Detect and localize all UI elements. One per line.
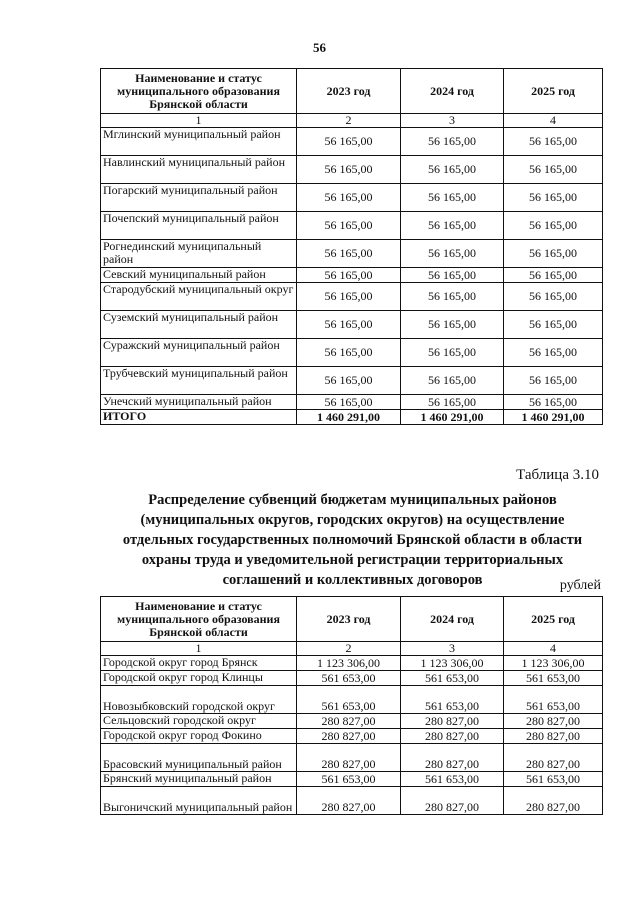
value-2024: 561 653,00 [401, 686, 504, 714]
unit-label: рублей [559, 578, 601, 593]
value-2025: 561 653,00 [504, 772, 603, 787]
value-2025: 280 827,00 [504, 729, 603, 744]
municipality-name: Почепский муниципальный район [101, 212, 297, 240]
municipality-name: Брасовский муниципальный район [101, 744, 297, 772]
value-2023: 280 827,00 [297, 714, 401, 729]
value-2023: 561 653,00 [297, 686, 401, 714]
table-row [101, 729, 603, 744]
total-2023: 1 460 291,00 [297, 410, 401, 425]
municipality-name: Новозыбковский городской округ [101, 686, 297, 714]
value-2024: 280 827,00 [401, 787, 504, 815]
value-2025: 280 827,00 [504, 787, 603, 815]
total-row [101, 410, 603, 425]
municipality-name: Суземский муниципальный район [101, 311, 297, 339]
table-title-line: (муниципальных округов, городских округов) на осуществление [140, 512, 565, 528]
value-2023: 56 165,00 [297, 367, 401, 395]
value-2025: 56 165,00 [504, 268, 603, 283]
table-row [101, 268, 603, 283]
header-2024: 2024 год [401, 69, 504, 114]
municipality-name: Стародубский муниципальный округ [101, 283, 297, 311]
table-row [101, 744, 603, 772]
municipality-name: Городской округ город Брянск [101, 656, 297, 671]
column-number: 3 [401, 642, 504, 656]
value-2024: 56 165,00 [401, 268, 504, 283]
column-number: 4 [504, 114, 603, 128]
table-row [101, 395, 603, 410]
value-2025: 280 827,00 [504, 714, 603, 729]
value-2023: 561 653,00 [297, 772, 401, 787]
municipality-name: Рогнединский муниципальный район [101, 240, 297, 268]
table-title-line: соглашений и коллективных договоров [222, 572, 483, 588]
value-2025: 56 165,00 [504, 156, 603, 184]
table-row [101, 128, 603, 156]
value-2025: 56 165,00 [504, 283, 603, 311]
value-2023: 56 165,00 [297, 395, 401, 410]
header-2023: 2023 год [297, 69, 401, 114]
value-2024: 56 165,00 [401, 311, 504, 339]
header-2023: 2023 год [297, 597, 401, 642]
value-2025: 561 653,00 [504, 686, 603, 714]
value-2024: 280 827,00 [401, 744, 504, 772]
table-row [101, 156, 603, 184]
value-2023: 280 827,00 [297, 787, 401, 815]
header-municipality: Наименование и статус муниципального образования Брянской области [101, 597, 297, 642]
value-2023: 56 165,00 [297, 212, 401, 240]
total-2025: 1 460 291,00 [504, 410, 603, 425]
municipality-name: Навлинский муниципальный район [101, 156, 297, 184]
subsidy-table-1 [100, 68, 603, 425]
value-2025: 561 653,00 [504, 671, 603, 686]
value-2023: 56 165,00 [297, 156, 401, 184]
value-2023: 280 827,00 [297, 729, 401, 744]
municipality-name: Выгоничский муниципальный район [101, 787, 297, 815]
municipality-name: Севский муниципальный район [101, 268, 297, 283]
value-2024: 56 165,00 [401, 367, 504, 395]
table-header-row [101, 69, 603, 114]
table-row [101, 240, 603, 268]
municipality-name: Брянский муниципальный район [101, 772, 297, 787]
value-2024: 561 653,00 [401, 772, 504, 787]
value-2023: 56 165,00 [297, 311, 401, 339]
header-2025: 2025 год [504, 597, 603, 642]
value-2023: 56 165,00 [297, 184, 401, 212]
table-row [101, 184, 603, 212]
municipality-name: Мглинский муниципальный район [101, 128, 297, 156]
subsidy-table-2 [100, 596, 603, 815]
total-label: ИТОГО [101, 410, 297, 425]
value-2024: 56 165,00 [401, 212, 504, 240]
value-2023: 561 653,00 [297, 671, 401, 686]
value-2024: 1 123 306,00 [401, 656, 504, 671]
column-number: 4 [504, 642, 603, 656]
value-2023: 1 123 306,00 [297, 656, 401, 671]
value-2025: 56 165,00 [504, 128, 603, 156]
table-row [101, 714, 603, 729]
value-2025: 56 165,00 [504, 395, 603, 410]
column-number-row [101, 642, 603, 656]
value-2024: 561 653,00 [401, 671, 504, 686]
table-row [101, 656, 603, 671]
value-2024: 56 165,00 [401, 395, 504, 410]
municipality-name: Городской округ город Фокино [101, 729, 297, 744]
municipality-name: Суражский муниципальный район [101, 339, 297, 367]
municipality-name: Трубчевский муниципальный район [101, 367, 297, 395]
column-number-row [101, 114, 603, 128]
table-header-row [101, 597, 603, 642]
value-2025: 56 165,00 [504, 184, 603, 212]
value-2024: 56 165,00 [401, 283, 504, 311]
value-2023: 56 165,00 [297, 283, 401, 311]
table-row [101, 311, 603, 339]
column-number: 1 [101, 642, 297, 656]
page-number: 56 [313, 40, 326, 55]
value-2025: 56 165,00 [504, 212, 603, 240]
table-row [101, 671, 603, 686]
value-2024: 56 165,00 [401, 184, 504, 212]
column-number: 2 [297, 114, 401, 128]
table-row [101, 787, 603, 815]
value-2024: 56 165,00 [401, 156, 504, 184]
header-2024: 2024 год [401, 597, 504, 642]
table-row [101, 283, 603, 311]
header-2025: 2025 год [504, 69, 603, 114]
value-2023: 56 165,00 [297, 128, 401, 156]
value-2025: 56 165,00 [504, 311, 603, 339]
municipality-name: Городской округ город Клинцы [101, 671, 297, 686]
value-2024: 56 165,00 [401, 240, 504, 268]
value-2024: 280 827,00 [401, 714, 504, 729]
value-2025: 1 123 306,00 [504, 656, 603, 671]
value-2024: 280 827,00 [401, 729, 504, 744]
value-2025: 56 165,00 [504, 367, 603, 395]
table-row [101, 212, 603, 240]
value-2025: 280 827,00 [504, 744, 603, 772]
municipality-name: Сельцовский городской округ [101, 714, 297, 729]
header-municipality: Наименование и статус муниципального образования Брянской области [101, 69, 297, 114]
table-title-line: отдельных государственных полномочий Брянской области в области [122, 532, 583, 548]
column-number: 1 [101, 114, 297, 128]
table-row [101, 772, 603, 787]
value-2023: 56 165,00 [297, 240, 401, 268]
value-2024: 56 165,00 [401, 339, 504, 367]
total-2024: 1 460 291,00 [401, 410, 504, 425]
table-title-line: Распределение субвенций бюджетам муниципальных районов [148, 492, 557, 508]
value-2023: 56 165,00 [297, 339, 401, 367]
column-number: 3 [401, 114, 504, 128]
column-number: 2 [297, 642, 401, 656]
municipality-name: Унечский муниципальный район [101, 395, 297, 410]
table-title-line: охраны труда и уведомительной регистрации территориальных [141, 552, 564, 568]
value-2025: 56 165,00 [504, 240, 603, 268]
table-caption: Таблица 3.10 [516, 467, 599, 483]
value-2023: 280 827,00 [297, 744, 401, 772]
table-row [101, 339, 603, 367]
value-2024: 56 165,00 [401, 128, 504, 156]
municipality-name: Погарский муниципальный район [101, 184, 297, 212]
value-2025: 56 165,00 [504, 339, 603, 367]
value-2023: 56 165,00 [297, 268, 401, 283]
table-title [100, 490, 605, 590]
table-row [101, 686, 603, 714]
table-row [101, 367, 603, 395]
